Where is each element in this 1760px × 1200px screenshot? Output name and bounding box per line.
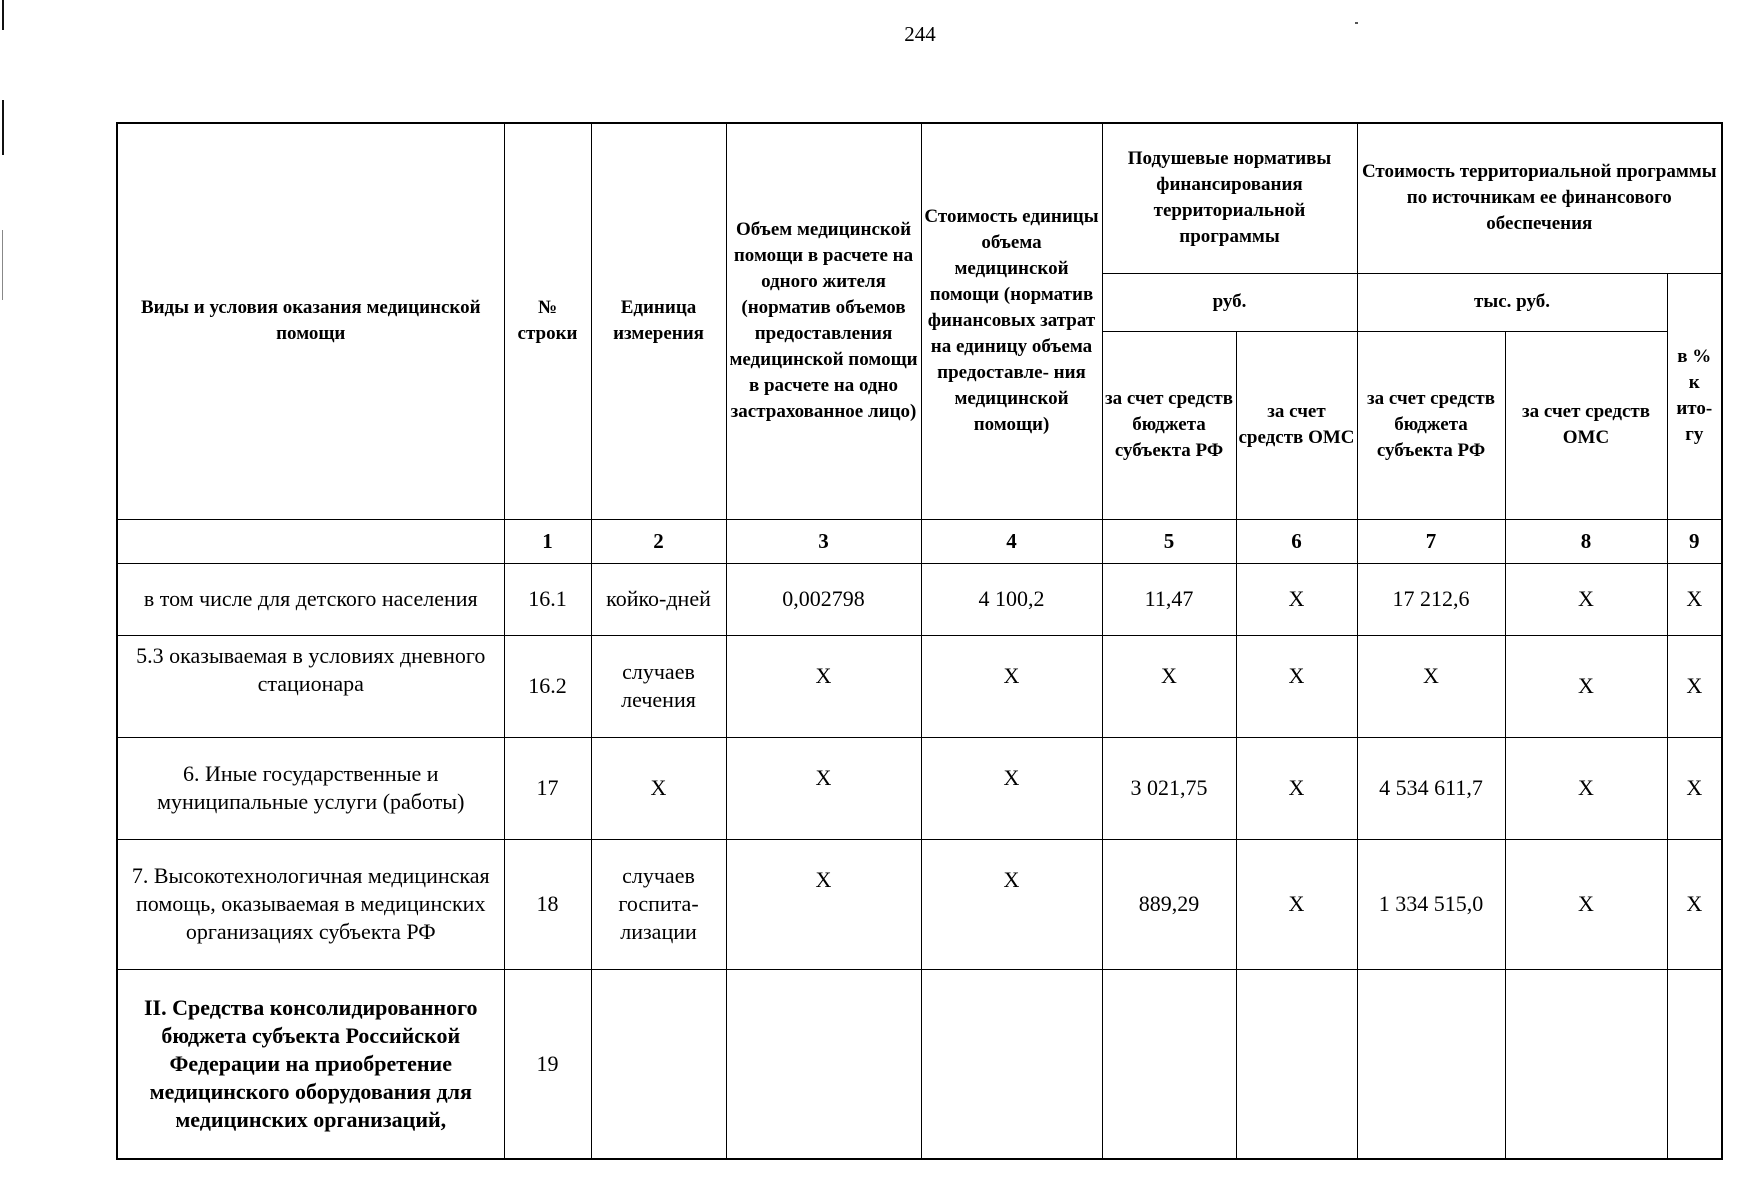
financing-table xyxy=(116,122,1723,1160)
cell-percent: X xyxy=(1667,737,1722,839)
row-unit: койко-дней xyxy=(591,563,726,635)
table-row xyxy=(117,969,1722,1159)
cell-percent: X xyxy=(1667,563,1722,635)
cell-budget-thous xyxy=(1357,969,1505,1159)
cell-volume: 0,002798 xyxy=(726,563,921,635)
cell-percent: X xyxy=(1667,635,1722,737)
header-volume: Объем медицинской помощи в расчете на одного жителя (норматив объемов предоставления медицинской помощи в расчете на одно застрахованное лицо) xyxy=(726,123,921,519)
cell-budget-rub: 3 021,75 xyxy=(1102,737,1236,839)
column-number-row xyxy=(117,519,1722,563)
cell-oms-thous xyxy=(1505,969,1667,1159)
header-territorial-cost: Стоимость территориальной программы по источникам ее финансового обеспечения xyxy=(1357,123,1722,273)
column-number: 5 xyxy=(1102,519,1236,563)
cell-unit-cost: X xyxy=(921,839,1102,969)
cell-oms-thous: X xyxy=(1505,737,1667,839)
cell-percent xyxy=(1667,969,1722,1159)
header-budget-rub: за счет средств бюджета субъекта РФ xyxy=(1102,331,1236,519)
header-unit-cost: Стоимость единицы объема медицинской помощи (норматив финансовых затрат на единицу объема предоставле- ния медицинской помощи) xyxy=(921,123,1102,519)
header-percent-total: в % к ито- гу xyxy=(1667,273,1722,519)
cell-budget-thous: 1 334 515,0 xyxy=(1357,839,1505,969)
row-name: II. Средства консолидированного бюджета субъекта Российской Федерации на приобретение медицинского оборудования для медицинских организаций, xyxy=(117,969,504,1159)
table-row xyxy=(117,737,1722,839)
column-number: 7 xyxy=(1357,519,1505,563)
cell-oms-rub: X xyxy=(1236,737,1357,839)
cell-volume: X xyxy=(726,737,921,839)
row-unit: случаев лечения xyxy=(591,635,726,737)
cell-oms-rub: X xyxy=(1236,563,1357,635)
column-number: 4 xyxy=(921,519,1102,563)
row-name: 5.3 оказываемая в условиях дневного стационара xyxy=(117,635,504,737)
header-rub: руб. xyxy=(1102,273,1357,331)
cell-volume: X xyxy=(726,839,921,969)
cell-budget-rub: 11,47 xyxy=(1102,563,1236,635)
cell-oms-rub: X xyxy=(1236,635,1357,737)
row-unit xyxy=(591,969,726,1159)
scan-edge-mark xyxy=(2,100,4,155)
column-number: 6 xyxy=(1236,519,1357,563)
cell-oms-thous: X xyxy=(1505,839,1667,969)
table-row xyxy=(117,839,1722,969)
cell-volume xyxy=(726,969,921,1159)
row-line-number: 18 xyxy=(504,839,591,969)
header-unit: Единица измерения xyxy=(591,123,726,519)
header-oms-rub: за счет средств ОМС xyxy=(1236,331,1357,519)
column-number: 8 xyxy=(1505,519,1667,563)
column-number: 1 xyxy=(504,519,591,563)
cell-budget-thous: 4 534 611,7 xyxy=(1357,737,1505,839)
cell-oms-rub: X xyxy=(1236,839,1357,969)
row-line-number: 16.1 xyxy=(504,563,591,635)
scan-edge-mark xyxy=(2,230,3,300)
header-thous-rub: тыс. руб. xyxy=(1357,273,1667,331)
header-budget-thous: за счет средств бюджета субъекта РФ xyxy=(1357,331,1505,519)
cell-unit-cost: 4 100,2 xyxy=(921,563,1102,635)
cell-unit-cost: X xyxy=(921,737,1102,839)
cell-oms-thous: X xyxy=(1505,635,1667,737)
cell-volume: X xyxy=(726,635,921,737)
column-number: 9 xyxy=(1667,519,1722,563)
cell-budget-thous: X xyxy=(1357,635,1505,737)
cell-oms-thous: X xyxy=(1505,563,1667,635)
table-row xyxy=(117,635,1722,737)
row-name: в том числе для детского населения xyxy=(117,563,504,635)
row-unit: случаев госпита- лизации xyxy=(591,839,726,969)
page-number: 244 xyxy=(904,22,936,46)
row-line-number: 19 xyxy=(504,969,591,1159)
row-unit: X xyxy=(591,737,726,839)
cell-budget-rub xyxy=(1102,969,1236,1159)
cell-oms-rub xyxy=(1236,969,1357,1159)
table-row xyxy=(117,563,1722,635)
cell-unit-cost: X xyxy=(921,635,1102,737)
cell-budget-rub: 889,29 xyxy=(1102,839,1236,969)
column-number: 3 xyxy=(726,519,921,563)
header-row-number: № строки xyxy=(504,123,591,519)
row-line-number: 17 xyxy=(504,737,591,839)
cell-budget-thous: 17 212,6 xyxy=(1357,563,1505,635)
row-name: 6. Иные государственные и муниципальные услуги (работы) xyxy=(117,737,504,839)
row-name: 7. Высокотехнологичная медицинская помощь, оказываемая в медицинских организациях субъекта РФ xyxy=(117,839,504,969)
column-number: 2 xyxy=(591,519,726,563)
header-per-capita: Подушевые нормативы финансирования территориальной программы xyxy=(1102,123,1357,273)
cell-unit-cost xyxy=(921,969,1102,1159)
cell-budget-rub: X xyxy=(1102,635,1236,737)
row-line-number: 16.2 xyxy=(504,635,591,737)
header-kinds: Виды и условия оказания медицинской помощи xyxy=(117,123,504,519)
cell-percent: X xyxy=(1667,839,1722,969)
header-oms-thous: за счет средств ОМС xyxy=(1505,331,1667,519)
column-number-blank xyxy=(117,519,504,563)
